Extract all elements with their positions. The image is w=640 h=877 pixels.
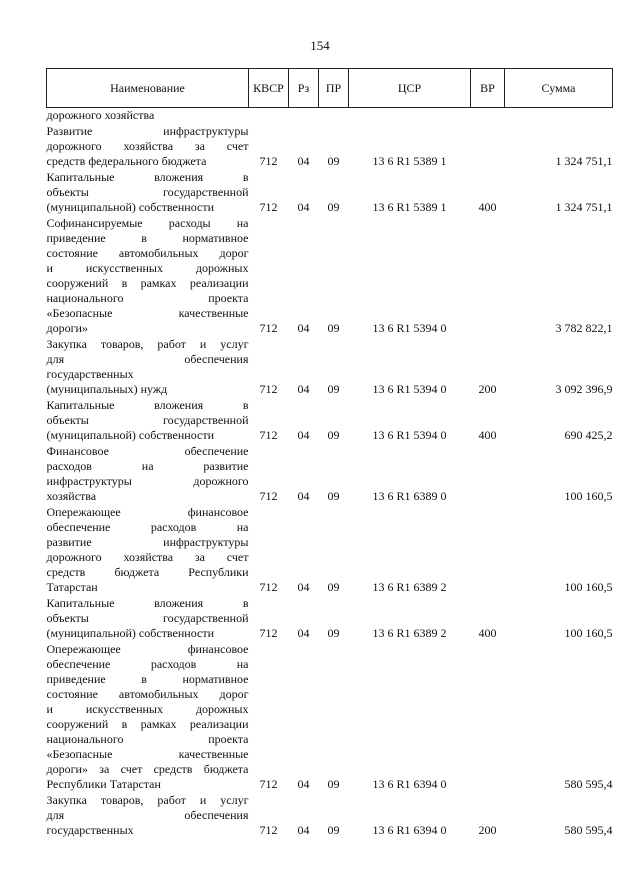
row-sum: 3 782 822,1	[555, 321, 613, 335]
row-name-line: (муниципальной) собственности	[46, 428, 214, 442]
row-name-line: объекты государственной	[46, 413, 249, 427]
row-kvsr	[249, 108, 289, 125]
row-vr: 200	[478, 382, 497, 396]
row-vr	[471, 216, 505, 337]
row-name-line: государственных	[46, 367, 134, 381]
header-csr: ЦСР	[349, 69, 471, 108]
row-name-line: Капитальные вложения в	[46, 170, 249, 184]
row-pr: 09	[327, 382, 340, 396]
row-name-line: национального проекта	[46, 732, 249, 746]
row-rz: 04	[297, 154, 310, 168]
header-rz: Рз	[289, 69, 319, 108]
row-name-line: объекты государственной	[46, 611, 249, 625]
row-vr	[471, 124, 505, 170]
header-name: Наименование	[47, 69, 249, 108]
table-row	[47, 124, 613, 170]
row-name-line: Развитие инфраструктуры	[46, 124, 249, 138]
row-name	[47, 170, 249, 216]
row-rz: 04	[297, 428, 310, 442]
row-name-line: Софинансируемые расходы на	[46, 216, 249, 230]
row-kvsr: 712	[259, 777, 278, 791]
row-name-line: и искусственных дорожных	[46, 261, 249, 275]
row-sum: 1 324 751,1	[555, 154, 613, 168]
row-pr	[319, 108, 349, 125]
row-kvsr: 712	[259, 200, 278, 214]
row-name-line: инфраструктуры дорожного	[46, 474, 249, 488]
row-name-line: «Безопасные качественные	[46, 306, 249, 320]
header-kvsr: КВСР	[249, 69, 289, 108]
row-name	[47, 108, 249, 125]
row-sum: 3 092 396,9	[555, 382, 613, 396]
row-name-line: Республики Татарстан	[46, 777, 161, 791]
table-row	[47, 642, 613, 793]
row-csr: 13 6 R1 6389 2	[372, 580, 447, 594]
row-vr: 400	[478, 200, 497, 214]
row-kvsr: 712	[259, 154, 278, 168]
row-rz	[289, 108, 319, 125]
table-row	[47, 216, 613, 337]
row-csr: 13 6 R1 6389 2	[372, 626, 447, 640]
row-name-line: состояние автомобильных дорог	[46, 687, 249, 701]
table-row	[47, 398, 613, 444]
row-rz: 04	[297, 382, 310, 396]
table-header-row	[47, 69, 613, 108]
row-csr: 13 6 R1 5389 1	[372, 200, 447, 214]
row-name-line: состояние автомобильных дорог	[46, 246, 249, 260]
row-rz: 04	[297, 626, 310, 640]
row-name	[47, 793, 249, 839]
row-name-line: государственных	[46, 823, 134, 837]
row-name-line: развитие инфраструктуры	[46, 535, 249, 549]
row-name-line: средств федерального бюджета	[46, 154, 207, 168]
row-name-line: Финансовое обеспечение	[46, 444, 249, 458]
row-vr	[471, 505, 505, 596]
row-name-line: объекты государственной	[46, 185, 249, 199]
row-name-line: приведение в нормативное	[46, 672, 249, 686]
budget-table	[46, 68, 613, 839]
row-name-line: дороги»	[46, 321, 88, 335]
row-name-line: Татарстан	[46, 580, 98, 594]
row-csr: 13 6 R1 6389 0	[372, 489, 447, 503]
row-sum: 100 160,5	[564, 489, 613, 503]
row-name-line: приведение в нормативное	[46, 231, 249, 245]
row-sum: 1 324 751,1	[555, 200, 613, 214]
row-name-line: дороги» за счет средств бюджета	[46, 762, 249, 776]
row-pr: 09	[327, 428, 340, 442]
row-sum: 580 595,4	[564, 777, 613, 791]
row-kvsr: 712	[259, 580, 278, 594]
row-name-line: сооружений в рамках реализации	[46, 717, 249, 731]
header-sum: Сумма	[505, 69, 613, 108]
row-sum: 690 425,2	[564, 428, 613, 442]
row-name-line: (муниципальной) собственности	[46, 626, 214, 640]
row-pr: 09	[327, 200, 340, 214]
row-csr: 13 6 R1 5389 1	[372, 154, 447, 168]
row-name	[47, 505, 249, 596]
row-name-line: Закупка товаров, работ и услуг	[46, 793, 249, 807]
row-pr: 09	[327, 321, 340, 335]
row-name-line: дорожного хозяйства	[46, 108, 155, 122]
row-name-line: (муниципальных) нужд	[46, 382, 168, 396]
table-body	[47, 108, 613, 840]
row-name-line: обеспечение расходов на	[46, 520, 249, 534]
row-kvsr: 712	[259, 626, 278, 640]
row-sum: 100 160,5	[564, 626, 613, 640]
row-vr	[471, 108, 505, 125]
row-name	[47, 398, 249, 444]
table-row	[47, 505, 613, 596]
row-csr: 13 6 R1 5394 0	[372, 382, 447, 396]
row-name	[47, 596, 249, 642]
row-kvsr: 712	[259, 382, 278, 396]
row-name-line: для обеспечения	[46, 808, 249, 822]
row-name-line: сооружений в рамках реализации	[46, 276, 249, 290]
row-sum: 100 160,5	[564, 580, 613, 594]
table-row	[47, 337, 613, 398]
row-kvsr: 712	[259, 428, 278, 442]
row-csr: 13 6 R1 6394 0	[372, 823, 447, 837]
row-name-line: Капитальные вложения в	[46, 596, 249, 610]
row-pr: 09	[327, 489, 340, 503]
row-kvsr: 712	[259, 823, 278, 837]
row-name-line: средств бюджета Республики	[46, 565, 249, 579]
row-name-line: Закупка товаров, работ и услуг	[46, 337, 249, 351]
row-pr: 09	[327, 154, 340, 168]
header-pr: ПР	[319, 69, 349, 108]
row-name-line: (муниципальной) собственности	[46, 200, 214, 214]
row-name-line: дорожного хозяйства за счет	[46, 550, 249, 564]
row-pr: 09	[327, 823, 340, 837]
row-rz: 04	[297, 580, 310, 594]
row-vr: 400	[478, 428, 497, 442]
row-vr: 200	[478, 823, 497, 837]
row-rz: 04	[297, 777, 310, 791]
row-name	[47, 124, 249, 170]
table-row	[47, 596, 613, 642]
row-name-line: национального проекта	[46, 291, 249, 305]
row-rz: 04	[297, 200, 310, 214]
row-rz: 04	[297, 489, 310, 503]
row-pr: 09	[327, 626, 340, 640]
table-row	[47, 444, 613, 505]
table-row	[47, 793, 613, 839]
row-csr: 13 6 R1 5394 0	[372, 428, 447, 442]
row-rz: 04	[297, 823, 310, 837]
row-sum	[505, 108, 613, 125]
table-row	[47, 108, 613, 125]
row-pr: 09	[327, 777, 340, 791]
row-name	[47, 642, 249, 793]
row-name-line: расходов на развитие	[46, 459, 249, 473]
row-name-line: для обеспечения	[46, 352, 249, 366]
row-name-line: хозяйства	[46, 489, 97, 503]
row-name-line: «Безопасные качественные	[46, 747, 249, 761]
row-sum: 580 595,4	[564, 823, 613, 837]
row-kvsr: 712	[259, 321, 278, 335]
row-name-line: и искусственных дорожных	[46, 702, 249, 716]
row-name	[47, 444, 249, 505]
row-vr: 400	[478, 626, 497, 640]
row-name-line: Опережающее финансовое	[46, 505, 249, 519]
row-vr	[471, 642, 505, 793]
row-name-line: дорожного хозяйства за счет	[46, 139, 249, 153]
row-rz: 04	[297, 321, 310, 335]
row-pr: 09	[327, 580, 340, 594]
row-kvsr: 712	[259, 489, 278, 503]
page-number: 154	[310, 38, 330, 53]
row-name-line: Опережающее финансовое	[46, 642, 249, 656]
row-name	[47, 216, 249, 337]
row-name-line: обеспечение расходов на	[46, 657, 249, 671]
row-name-line: Капитальные вложения в	[46, 398, 249, 412]
table-row	[47, 170, 613, 216]
row-csr: 13 6 R1 5394 0	[372, 321, 447, 335]
row-csr	[349, 108, 471, 125]
header-vr: ВР	[471, 69, 505, 108]
row-vr	[471, 444, 505, 505]
row-csr: 13 6 R1 6394 0	[372, 777, 447, 791]
row-name	[47, 337, 249, 398]
